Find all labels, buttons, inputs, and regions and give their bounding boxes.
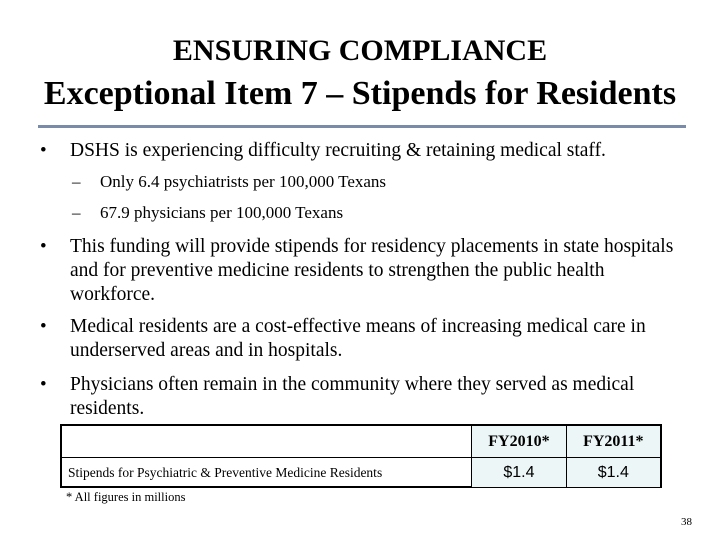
- column-header-fy2011: FY2011*: [566, 426, 660, 458]
- bullet-item-staffing: [40, 139, 690, 163]
- sub-bullet-psychiatrists: [72, 171, 386, 193]
- slide-title-line1: ENSURING COMPLIANCE: [172, 34, 548, 67]
- column-header-fy2010: FY2010*: [472, 426, 566, 458]
- sub-bullet-physicians: [72, 202, 343, 224]
- bullet-marker: •: [40, 140, 47, 161]
- funding-table: [60, 424, 662, 488]
- bullet-marker: •: [40, 316, 47, 337]
- bullet-marker: •: [40, 236, 47, 257]
- table-header-blank: [62, 426, 472, 458]
- table-header-row: [62, 426, 660, 458]
- sub-bullet-text: 67.9 physicians per 100,000 Texans: [100, 203, 344, 222]
- cell-fy2011-value: $1.4: [566, 458, 660, 488]
- sub-bullet-marker: –: [72, 172, 81, 191]
- table-row: [62, 458, 660, 488]
- sub-bullet-text: Only 6.4 psychiatrists per 100,000 Texans: [100, 172, 387, 191]
- bullet-text: Physicians often remain in the community where they served as medical residents.: [70, 374, 635, 419]
- bullet-text: DSHS is experiencing difficulty recruiting & retaining medical staff.: [70, 140, 606, 161]
- bullet-text: Medical residents are a cost-effective means of increasing medical care in underserved areas and in hospitals.: [70, 316, 646, 361]
- row-label: Stipends for Psychiatric & Preventive Medicine Residents: [62, 458, 472, 488]
- title-divider: [38, 125, 686, 128]
- cell-fy2010-value: $1.4: [472, 458, 566, 488]
- bullet-text: This funding will provide stipends for residency placements in state hospitals and for preventive medicine residents to strengthen the public health workforce.: [70, 236, 674, 305]
- slide-title-line2: Exceptional Item 7 – Stipends for Residents: [43, 75, 677, 112]
- bullet-marker: •: [40, 374, 47, 395]
- table-footnote: * All figures in millions: [66, 490, 186, 504]
- bullet-item-cost-effective: [40, 315, 690, 363]
- bullet-item-community: [40, 373, 690, 421]
- page-number: 38: [681, 516, 692, 528]
- sub-bullet-marker: –: [72, 203, 81, 222]
- bullet-item-funding: [40, 235, 690, 307]
